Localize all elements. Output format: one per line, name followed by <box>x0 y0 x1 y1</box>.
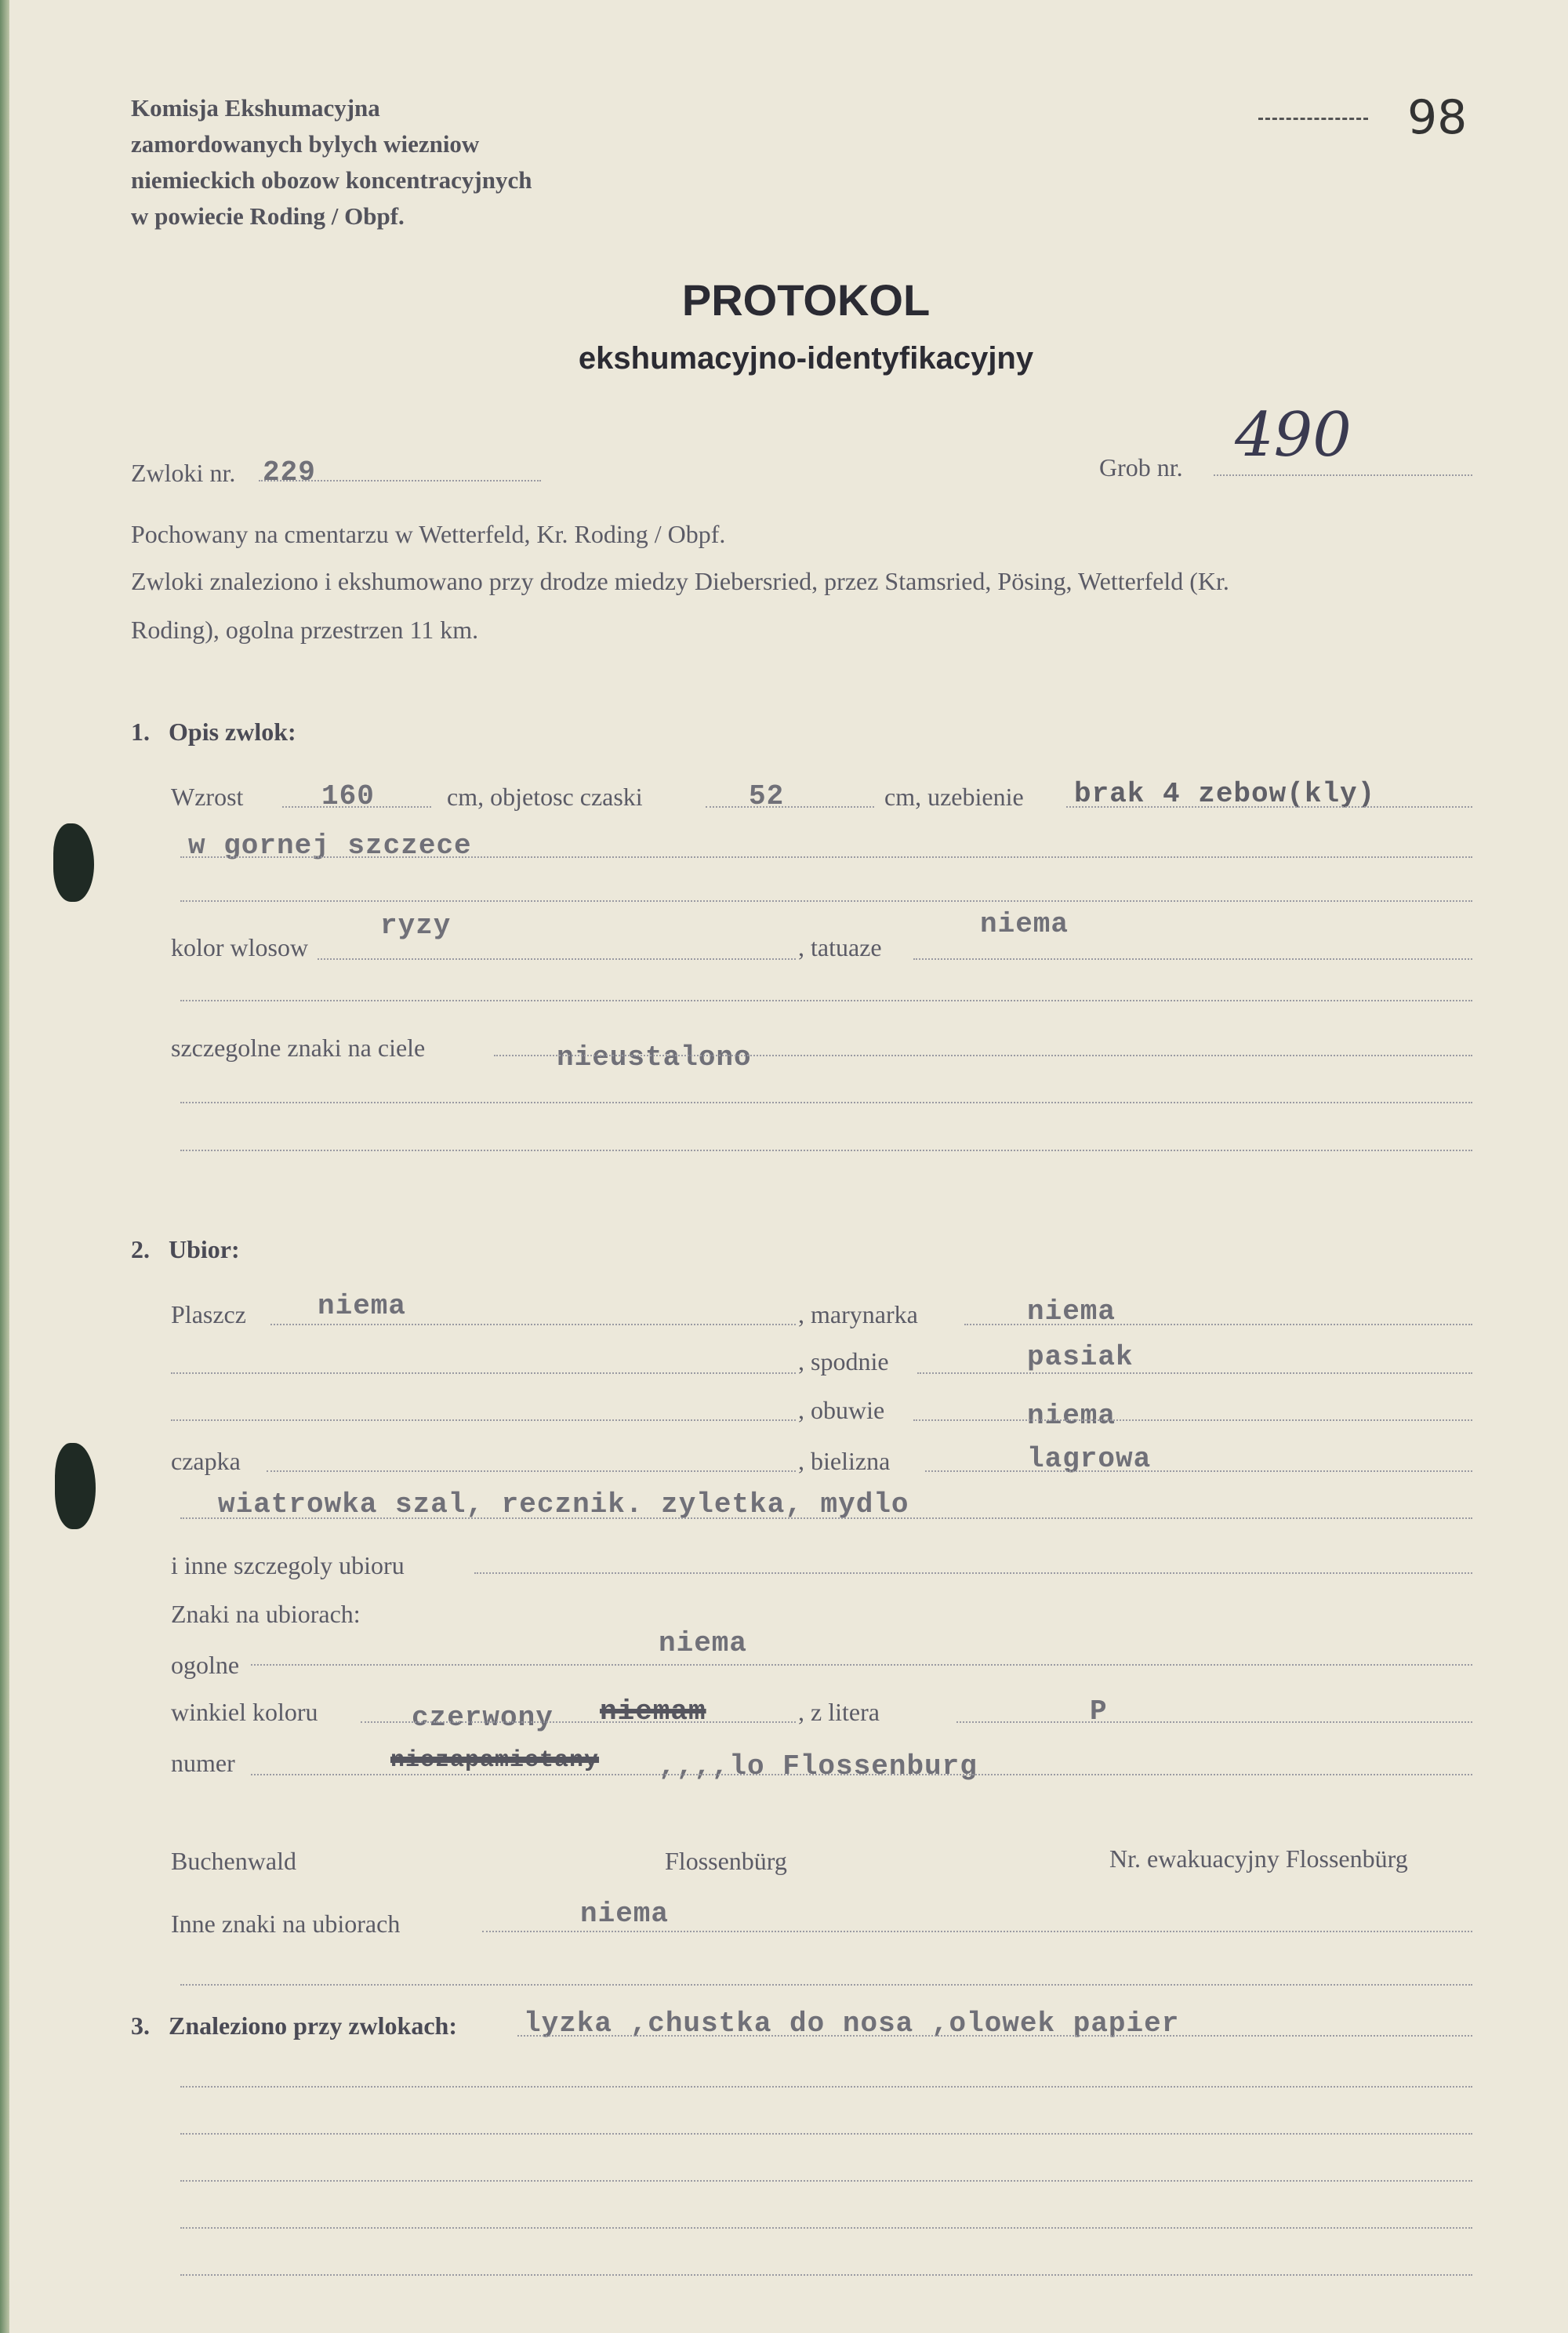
hair-color-label: kolor wlosow <box>171 933 309 961</box>
grave-number-line <box>1214 474 1472 476</box>
winkel-color-line <box>361 1721 796 1723</box>
other-items-line <box>180 1517 1472 1519</box>
burial-place: Pochowany na cmentarzu w Wetterfeld, Kr. Roding / Obpf. <box>131 520 726 548</box>
other-marks-value: niema <box>580 1898 670 1930</box>
header-mark <box>1258 118 1368 120</box>
number-struck-value: niezapamietany <box>390 1747 600 1774</box>
section-2-number: 2. <box>131 1235 150 1263</box>
cap-line <box>267 1470 796 1472</box>
number-line <box>251 1774 1472 1775</box>
body-marks-value: nieustalono <box>557 1041 752 1074</box>
section-3-heading: Znaleziono przy zwlokach: <box>169 2011 457 2040</box>
blank-line <box>180 1984 1472 1986</box>
found-items-value: lyzka ,chustka do nosa ,olowek papier <box>524 2008 1180 2040</box>
ink-blot <box>55 1443 96 1529</box>
general-value: niema <box>659 1627 748 1659</box>
body-number-line <box>259 480 541 481</box>
underwear-label: , bielizna <box>798 1447 891 1475</box>
tattoo-line <box>913 958 1472 960</box>
teeth-value: brak 4 zebow(kly) <box>1074 778 1376 810</box>
other-marks-label: Inne znaki na ubiorach <box>171 1910 401 1938</box>
blank-line <box>180 2274 1472 2276</box>
coat-line <box>270 1324 796 1325</box>
page-number: 98 <box>1407 90 1468 145</box>
tattoo-label: , tatuaze <box>798 933 882 961</box>
blank-line <box>180 900 1472 902</box>
shoes-line <box>913 1419 1472 1421</box>
jacket-value: niema <box>1027 1296 1116 1328</box>
blank-line <box>180 1000 1472 1001</box>
trousers-line <box>917 1372 1472 1374</box>
evacuation-number-label: Nr. ewakuacyjny Flossenbürg <box>1109 1844 1408 1873</box>
blank-line <box>180 2086 1472 2088</box>
section-1-number: 1. <box>131 718 150 746</box>
grave-number: 490 <box>1235 400 1352 471</box>
trousers-value: pasiak <box>1027 1341 1134 1373</box>
found-location-2: Roding), ogolna przestrzen 11 km. <box>131 616 479 644</box>
winkel-color-value: czerwony <box>412 1702 554 1734</box>
skull-label: cm, objetosc czaski <box>447 783 643 811</box>
other-details-line <box>474 1572 1472 1574</box>
trousers-label: , spodnie <box>798 1347 889 1375</box>
shoes-value: niema <box>1027 1400 1116 1432</box>
blank-line <box>180 2133 1472 2135</box>
blank-line <box>180 2180 1472 2182</box>
winkel-color-label: winkiel koloru <box>171 1698 318 1726</box>
flossenburg-label: Flossenbürg <box>665 1847 787 1875</box>
blank-line <box>180 1150 1472 1151</box>
clothing-marks-label: Znaki na ubiorach: <box>171 1600 361 1628</box>
teeth-line-2 <box>180 856 1472 858</box>
other-marks-line <box>482 1931 1472 1932</box>
cap-label: czapka <box>171 1447 241 1475</box>
commission-header <box>131 90 532 234</box>
hair-color-line <box>318 958 796 960</box>
other-items-value: wiatrowka szal, recznik. zyletka, mydlo <box>218 1488 909 1521</box>
letter-line <box>956 1721 1472 1723</box>
teeth-label: cm, uzebienie <box>884 783 1024 811</box>
document-subtitle: ekshumacyjno-identyfikacyjny <box>578 341 1034 376</box>
found-items-line <box>517 2035 1472 2037</box>
hair-color-value: ryzy <box>380 910 452 942</box>
body-marks-label: szczegolne znaki na ciele <box>171 1034 426 1062</box>
found-location-1: Zwloki znaleziono i ekshumowano przy drodze miedzy Diebersried, przez Stamsried, Pösing, Wetterfeld (Kr. <box>131 567 1229 595</box>
section-1-heading: Opis zwlok: <box>169 718 296 746</box>
jacket-label: , marynarka <box>798 1300 918 1328</box>
coat-value: niema <box>318 1290 407 1322</box>
section-2-heading: Ubior: <box>169 1235 240 1263</box>
tattoo-value: niema <box>980 908 1069 940</box>
skull-line <box>706 806 874 808</box>
winkel-struck-value: niemam <box>600 1695 706 1728</box>
letter-label: , z litera <box>798 1698 880 1726</box>
body-marks-line <box>494 1055 1472 1056</box>
skull-value: 52 <box>749 780 785 812</box>
other-details-label: i inne szczegoly ubioru <box>171 1551 405 1579</box>
letter-value: P <box>1090 1695 1108 1728</box>
general-label: ogolne <box>171 1651 240 1679</box>
header-line: w powiecie Roding / Obpf. <box>131 202 405 230</box>
shoes-pre-line <box>171 1419 796 1421</box>
trousers-pre-line <box>171 1372 796 1374</box>
underwear-value: lagrowa <box>1027 1443 1152 1475</box>
blank-line <box>180 2227 1472 2229</box>
jacket-line <box>964 1324 1472 1325</box>
header-line: zamordowanych bylych wiezniow <box>131 130 480 158</box>
shoes-label: , obuwie <box>798 1396 885 1424</box>
document-title: PROTOKOL <box>681 275 931 325</box>
number-label: numer <box>171 1749 235 1777</box>
number-value: ,,,,lo Flossenburg <box>659 1750 978 1782</box>
body-number: 229 <box>263 456 316 489</box>
general-line <box>251 1664 1472 1666</box>
teeth-line <box>1066 806 1472 808</box>
buchenwald-label: Buchenwald <box>171 1847 296 1875</box>
ink-blot <box>53 823 94 902</box>
body-number-label: Zwloki nr. <box>131 459 236 487</box>
teeth-value-2: w gornej szczece <box>188 830 472 862</box>
header-line: niemieckich obozow koncentracyjnych <box>131 166 532 194</box>
height-line <box>282 806 431 808</box>
coat-label: Plaszcz <box>171 1300 246 1328</box>
section-3-number: 3. <box>131 2011 150 2040</box>
height-label: Wzrost <box>171 783 244 811</box>
header-line: Komisja Ekshumacyjna <box>131 94 380 122</box>
blank-line <box>180 1102 1472 1103</box>
underwear-line <box>925 1470 1472 1472</box>
grave-number-label: Grob nr. <box>1099 453 1183 481</box>
height-value: 160 <box>321 780 375 812</box>
